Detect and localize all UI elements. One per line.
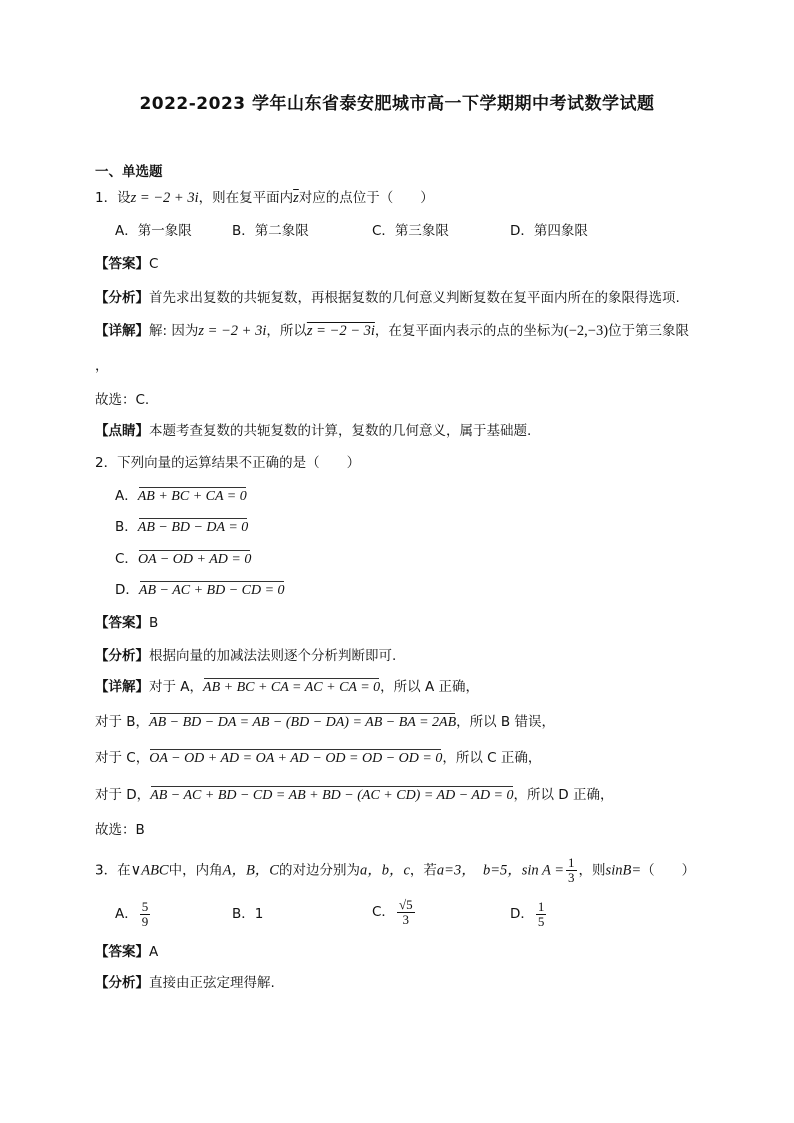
q2-detail-4: [95, 785, 614, 806]
q3-option-a-label: A．: [115, 906, 138, 922]
q1-choose: 故选：C.: [95, 392, 150, 408]
q2-answer-tag: 【答案】: [95, 615, 149, 631]
q2-detail-4-expr: AB − AC + BD − CD = AB + BD − (AC + CD) = AD − AD = 0: [150, 786, 513, 806]
q1-comment-text: 本题考查复数的共轭复数的计算，复数的几何意义，属于基础题.: [149, 423, 532, 439]
q2-detail-2: [95, 712, 555, 733]
q2-detail-3-post: ，所以 C 正确，: [442, 750, 542, 766]
q1-comment: [95, 421, 531, 441]
q1-stem-math: z = −2 + 3i: [130, 190, 199, 206]
q2-option-c: [115, 549, 251, 570]
q1-analysis-tag: 【分析】: [95, 290, 149, 306]
q2-option-c-expr: OA − OD + AD = 0: [138, 550, 251, 570]
q1-analysis: [95, 288, 680, 308]
q1-stem-suffix: 对应的点位于（ ）: [298, 190, 434, 206]
q1-detail-b: ，所以: [266, 323, 307, 339]
q2-choose: 故选：B: [95, 822, 145, 838]
q1-detail-a: 解: 因为: [149, 323, 199, 339]
q3-stem-b: 中，内角: [168, 862, 223, 879]
q3-answer-tag: 【答案】: [95, 944, 149, 960]
q3-stem-sinB: sinB=: [605, 862, 642, 879]
q3-option-d-den: 5: [537, 913, 545, 929]
q2-option-d-expr: AB − AC + BD − CD = 0: [139, 581, 285, 601]
q3-stem-a: 3．在: [95, 862, 131, 879]
q1-detail-math2: z = −2 − 3i: [306, 323, 375, 339]
q2-detail-1-pre: 对于 A，: [149, 679, 204, 695]
q3-analysis: [95, 973, 275, 993]
q2-analysis-text: 根据向量的加减法法则逐个分析判断即可.: [149, 648, 397, 664]
q1-option-b: B．第二象限: [232, 223, 309, 239]
q2-analysis-tag: 【分析】: [95, 648, 149, 664]
q3-stem-angles: A，B，C: [222, 862, 279, 879]
q2-option-a-label: A．: [115, 488, 138, 504]
q2-option-a-expr: AB + BC + CA = 0: [138, 487, 247, 507]
q2-answer-value: B: [149, 615, 159, 631]
q2-detail-3-expr: OA − OD + AD = OA + AD − OD = OD − OD = 0: [149, 749, 442, 769]
q1-answer-value: C: [149, 256, 159, 272]
q2-option-d: [115, 580, 285, 601]
q2-option-b-label: B．: [115, 519, 138, 535]
q2-detail-2-expr: AB − BD − DA = AB − (BD − DA) = AB − BA = 2AB: [149, 713, 456, 733]
q3-stem-h: ，则: [578, 862, 606, 879]
q2-detail-4-pre: 对于 D，: [95, 787, 151, 803]
q2-detail-2-post: ，所以 B 错误，: [456, 714, 555, 730]
q3-analysis-text: 直接由正弦定理得解.: [149, 975, 275, 991]
q1-detail-tag: 【详解】: [95, 323, 149, 339]
q3-option-c: [372, 897, 417, 927]
q2-option-b: [115, 517, 248, 538]
q1-stem-prefix: 1．设: [95, 190, 131, 206]
q2-stem: 2．下列向量的运算结果不正确的是（ ）: [95, 455, 361, 471]
q3-analysis-tag: 【分析】: [95, 975, 149, 991]
q3-option-d-fraction: [536, 900, 547, 929]
q3-stem: [95, 856, 695, 885]
q3-option-a-den: 9: [141, 913, 149, 929]
q2-detail-tag: 【详解】: [95, 679, 149, 695]
q2-detail-1: [95, 677, 479, 698]
q1-detail-d: 位于第三象限: [608, 323, 690, 339]
q2-option-d-label: D．: [115, 582, 139, 598]
q2-option-c-label: C．: [115, 551, 138, 567]
q3-option-a: [115, 899, 152, 929]
q3-option-d-label: D．: [510, 906, 534, 922]
q3-option-c-label: C．: [372, 904, 395, 920]
q2-analysis: [95, 646, 396, 666]
q1-comment-tag: 【点睛】: [95, 423, 149, 439]
q3-stem-sin: sin A =: [521, 862, 565, 879]
q2-option-a: [115, 486, 247, 507]
q3-option-a-fraction: [140, 900, 151, 929]
page-title: 2022-2023 学年山东省泰安肥城市高一下学期期中考试数学试题: [139, 94, 655, 114]
q1-detail-point: (−2,−3): [563, 323, 609, 339]
q2-detail-3-pre: 对于 C，: [95, 750, 150, 766]
q3-answer: [95, 942, 158, 962]
q2-detail-1-post: ，所以 A 正确，: [380, 679, 479, 695]
q1-option-c: C．第三象限: [372, 223, 449, 239]
q3-option-a-num: 5: [141, 898, 149, 914]
q2-detail-1-expr: AB + BC + CA = AC + CA = 0: [203, 678, 380, 698]
q3-stem-sides: a，b，c: [359, 862, 410, 879]
q1-detail-math1: z = −2 + 3i: [198, 323, 267, 339]
q3-stem-frac-den: 3: [568, 870, 575, 885]
q1-option-a: A．第一象限: [115, 223, 192, 239]
q2-answer: [95, 613, 158, 633]
q1-detail: [95, 321, 689, 341]
q3-stem-d: 的对边分别为: [278, 862, 360, 879]
q2-detail-2-pre: 对于 B，: [95, 714, 150, 730]
q1-answer: [95, 254, 158, 274]
q3-stem-f: ，若: [409, 862, 437, 879]
q1-option-d: D．第四象限: [510, 223, 588, 239]
q3-option-b: B．1: [232, 906, 264, 922]
q3-stem-frac-num: 1: [568, 855, 575, 870]
section-heading: 一、单选题: [95, 164, 163, 180]
q3-answer-value: A: [149, 944, 159, 960]
q2-detail-3: [95, 748, 541, 769]
q1-stem: [95, 188, 434, 208]
q3-option-c-den: 3: [402, 911, 409, 927]
q1-detail-c: ，在复平面内表示的点的坐标为: [374, 323, 564, 339]
q3-option-d: [510, 899, 548, 929]
q3-stem-end: （ ）: [641, 862, 696, 879]
q2-option-b-expr: AB − BD − DA = 0: [138, 518, 249, 538]
q3-stem-triangle: ∨ABC: [130, 862, 169, 879]
q1-stem-mid: ，则在复平面内: [198, 190, 294, 206]
q1-stem-zbar: $\overline{z}$: [293, 190, 299, 206]
q1-detail-comma: ，: [95, 358, 109, 374]
q3-stem-fraction: [566, 856, 577, 885]
q3-option-c-num: √5: [398, 896, 413, 912]
q3-stem-values: a=3， b=5，: [436, 862, 522, 879]
q1-analysis-text: 首先求出复数的共轭复数，再根据复数的几何意义判断复数在复平面内所在的象限得选项.: [149, 290, 680, 306]
q2-detail-4-post: ，所以 D 正确，: [513, 787, 614, 803]
q1-answer-tag: 【答案】: [95, 256, 149, 272]
q3-option-d-num: 1: [537, 898, 545, 914]
q3-option-c-fraction: [397, 898, 415, 927]
